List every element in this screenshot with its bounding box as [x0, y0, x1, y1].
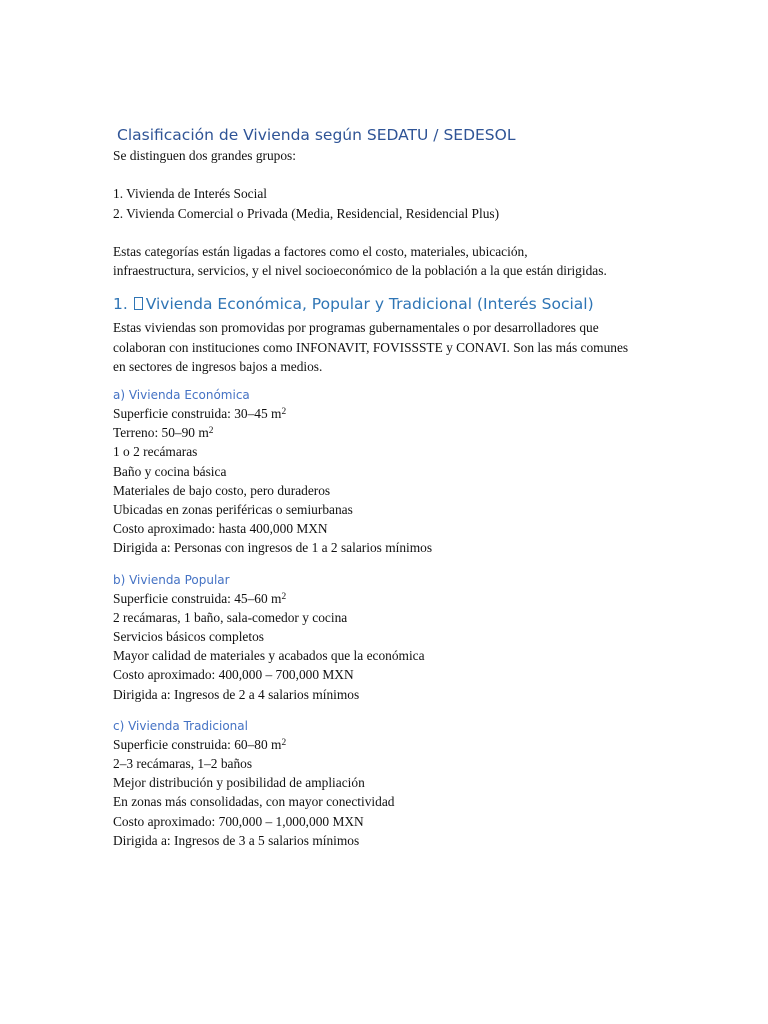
surface-text: Superficie construida: 45–60 m — [113, 590, 282, 606]
section-heading-text: Vivienda Económica, Popular y Tradicional (Interés Social) — [145, 295, 594, 314]
document-title: Clasificación de Vivienda según SEDATU / SEDESOL — [117, 126, 516, 144]
detail-line: Costo aproximado: 700,000 – 1,000,000 MXN — [113, 813, 364, 829]
section-1-paragraph-line: Estas viviendas son promovidas por programas gubernamentales o por desarrolladores que — [113, 320, 599, 336]
subsection-spacer — [113, 558, 673, 571]
document-page — [113, 124, 673, 850]
land-text: Terreno: 50–90 m — [113, 425, 209, 441]
surface-line — [113, 589, 673, 608]
superscript: 2 — [281, 737, 287, 748]
detail-line: Costo aproximado: hasta 400,000 MXN — [113, 521, 328, 537]
intro-list-item: 1. Vivienda de Interés Social — [113, 186, 268, 202]
intro-lead: Se distinguen dos grandes grupos: — [113, 148, 296, 163]
surface-text: Superficie construida: 60–80 m — [113, 736, 282, 752]
detail-line: En zonas más consolidadas, con mayor conectividad — [113, 794, 395, 810]
detail-line: Ubicadas en zonas periféricas o semiurbanas — [113, 502, 353, 518]
detail-line: 1 o 2 recámaras — [113, 444, 198, 460]
section-1-heading — [113, 293, 673, 315]
surface-line — [113, 404, 673, 423]
paragraph-spacer — [113, 165, 673, 184]
intro-paragraph-line: Estas categorías están ligadas a factores como el costo, materiales, ubicación, — [113, 243, 528, 259]
intro-paragraph-line: infraestructura, servicios, y el nivel socioeconómico de la población a la que están dirigidas. — [113, 263, 607, 279]
section-1-paragraph-line: en sectores de ingresos bajos a medios. — [113, 358, 323, 374]
detail-line: 2–3 recámaras, 1–2 baños — [113, 756, 253, 772]
detail-line: Baño y cocina básica — [113, 463, 227, 479]
section-1-paragraph-line: colaboran con instituciones como INFONAVIT, FOVISSSTE y CONAVI. Son las más comunes — [113, 339, 629, 355]
section-number: 1. — [113, 295, 128, 314]
detail-line: Servicios básicos completos — [113, 629, 264, 645]
detail-line: Dirigida a: Personas con ingresos de 1 a 2 salarios mínimos — [113, 540, 433, 556]
section-spacer — [113, 280, 673, 293]
detail-line: Mejor distribución y posibilidad de ampliación — [113, 775, 365, 791]
superscript: 2 — [208, 425, 214, 436]
surface-line — [113, 735, 673, 754]
intro-list-item: 2. Vivienda Comercial o Privada (Media, Residencial, Residencial Plus) — [113, 205, 500, 221]
subsection-spacer — [113, 704, 673, 717]
subsection-c-heading: c) Vivienda Tradicional — [113, 718, 248, 733]
subsection-a-heading: a) Vivienda Económica — [113, 388, 250, 402]
detail-line: Dirigida a: Ingresos de 3 a 5 salarios mínimos — [113, 832, 360, 848]
superscript: 2 — [281, 591, 287, 602]
detail-line: 2 recámaras, 1 baño, sala-comedor y cocina — [113, 609, 348, 625]
detail-line: Dirigida a: Ingresos de 2 a 4 salarios mínimos — [113, 686, 360, 702]
land-line — [113, 423, 673, 442]
detail-line: Mayor calidad de materiales y acabados que la económica — [113, 648, 425, 664]
surface-text: Superficie construida: 30–45 m — [113, 406, 282, 421]
superscript: 2 — [281, 406, 287, 417]
subsection-b-heading: b) Vivienda Popular — [113, 572, 230, 587]
detail-line: Costo aproximado: 400,000 – 700,000 MXN — [113, 667, 354, 683]
paragraph-spacer — [113, 223, 673, 242]
placeholder-glyph-icon — [134, 297, 143, 310]
detail-line: Materiales de bajo costo, pero duraderos — [113, 482, 331, 498]
subsection-spacer — [113, 376, 673, 386]
